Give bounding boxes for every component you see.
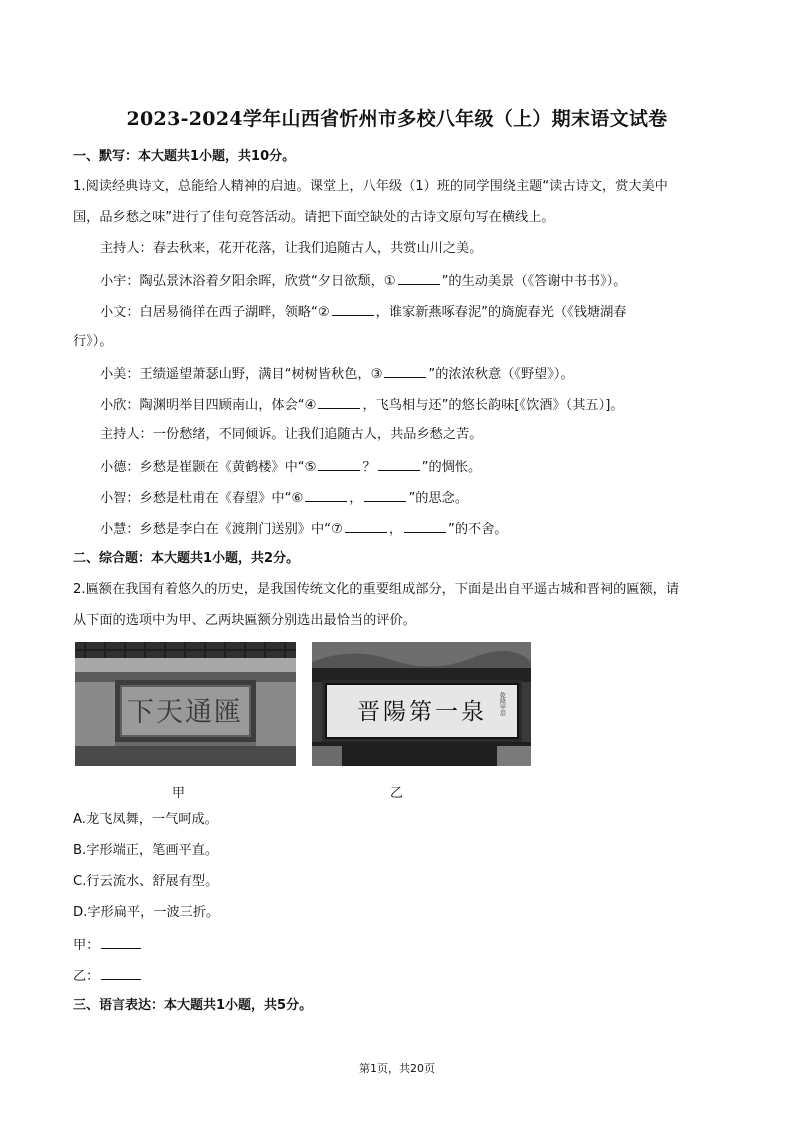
answer-blank-1[interactable] (398, 270, 440, 285)
answer-blank-7b[interactable] (404, 518, 446, 533)
caption-jia: 甲 (172, 786, 186, 801)
q1-xiaoyu-line: 小宇：陶弘景沐浴着夕阳余晖，欣赏“夕日欲颓，① ”的生动美景（《答谢中书书》）。 (100, 270, 626, 292)
answer-blank-6b[interactable] (364, 487, 406, 502)
q2-option-b: B.字形端正，笔画平直。 (73, 843, 219, 858)
q2-answer-jia-line: 甲： (73, 934, 143, 956)
page-title: 2023-2024学年山西省忻州市多校八年级（上）期末语文试卷 (126, 108, 668, 130)
answer-blank-yi[interactable] (101, 965, 141, 980)
answer-blank-5b[interactable] (378, 456, 420, 471)
q2-option-a: A.龙飞凤舞，一气呵成。 (73, 812, 218, 827)
answer-blank-2[interactable] (332, 301, 374, 316)
plaque-jia-inscription: 下天通匯 (127, 697, 243, 728)
q1-intro-line-2: 国，品乡愁之味”进行了佳句竞答活动。请把下面空缺处的古诗文原句写在横线上。 (73, 210, 555, 225)
plaque-yi-photo (312, 642, 531, 766)
answer-blank-6a[interactable] (305, 487, 347, 502)
section-heading-3: 三、语言表达：本大题共1小题，共5分。 (73, 998, 313, 1013)
plaque-jia-illustration (75, 642, 296, 766)
plaque-yi-illustration (312, 642, 531, 766)
q2-option-d: D.字形扁平，一波三折。 (73, 905, 220, 920)
q1-xiaozhi-line: 小智：乡愁是杜甫在《春望》中“⑥ ， ”的思念。 (100, 487, 468, 509)
plaque-yi-inscription: 晋陽第一泉 (357, 699, 487, 725)
q1-xiaowen-line: 小文：白居易徜徉在西子湖畔，领略“② ，谁家新燕啄春泥”的旖旎春光（《钱塘湖春 (100, 301, 626, 323)
q2-answer-yi-line: 乙： (73, 965, 143, 987)
section-heading-2: 二、综合题：本大题共1小题，共2分。 (73, 551, 300, 566)
q1-xiaomei-line: 小美：王绩遥望萧瑟山野，满目“树树皆秋色，③ ”的浓浓秋意（《野望》）。 (100, 363, 574, 385)
q1-xiaohui-line: 小慧：乡愁是李白在《渡荆门送别》中“⑦ ， ”的不舍。 (100, 518, 508, 540)
answer-blank-3[interactable] (384, 363, 426, 378)
page-footer: 第1页，共20页 (359, 1062, 435, 1075)
q2-intro-line-2: 从下面的选项中为甲、乙两块匾额分别选出最恰当的评价。 (73, 613, 416, 628)
q2-intro-line-1: 2.匾额在我国有着悠久的历史，是我国传统文化的重要组成部分，下面是出自平遥古城和晋祠的匾额，请 (73, 582, 680, 597)
plaque-yi-side-inscription: 乾隆甲辰 (498, 692, 506, 716)
answer-blank-4[interactable] (318, 394, 360, 409)
answer-blank-7a[interactable] (345, 518, 387, 533)
q1-xiaowen-line-cont: 行》）。 (73, 334, 113, 349)
q1-host-line-1: 主持人：春去秋来，花开花落，让我们追随古人，共赏山川之美。 (100, 241, 483, 256)
caption-yi: 乙 (390, 786, 404, 801)
plaque-jia-photo (75, 642, 296, 766)
section-heading-1: 一、默写：本大题共1小题，共10分。 (73, 149, 296, 164)
answer-blank-jia[interactable] (101, 934, 141, 949)
q1-xiaoxin-line: 小欣：陶渊明举目四顾南山，体会“④ ，飞鸟相与还”的悠长韵味[《饮酒》（其五）]。 (100, 394, 624, 416)
q1-host-line-2: 主持人：一份愁绪，不同倾诉。让我们追随古人，共品乡愁之苦。 (100, 427, 483, 442)
q1-xiaode-line: 小德：乡愁是崔颢在《黄鹤楼》中“⑤ ？ ”的惆怅。 (100, 456, 481, 478)
q1-intro-line-1: 1.阅读经典诗文，总能给人精神的启迪。课堂上，八年级（1）班的同学围绕主题“读古诗文，赏大美中 (73, 179, 668, 194)
answer-blank-5a[interactable] (318, 456, 360, 471)
q2-option-c: C.行云流水、舒展有型。 (73, 874, 219, 889)
